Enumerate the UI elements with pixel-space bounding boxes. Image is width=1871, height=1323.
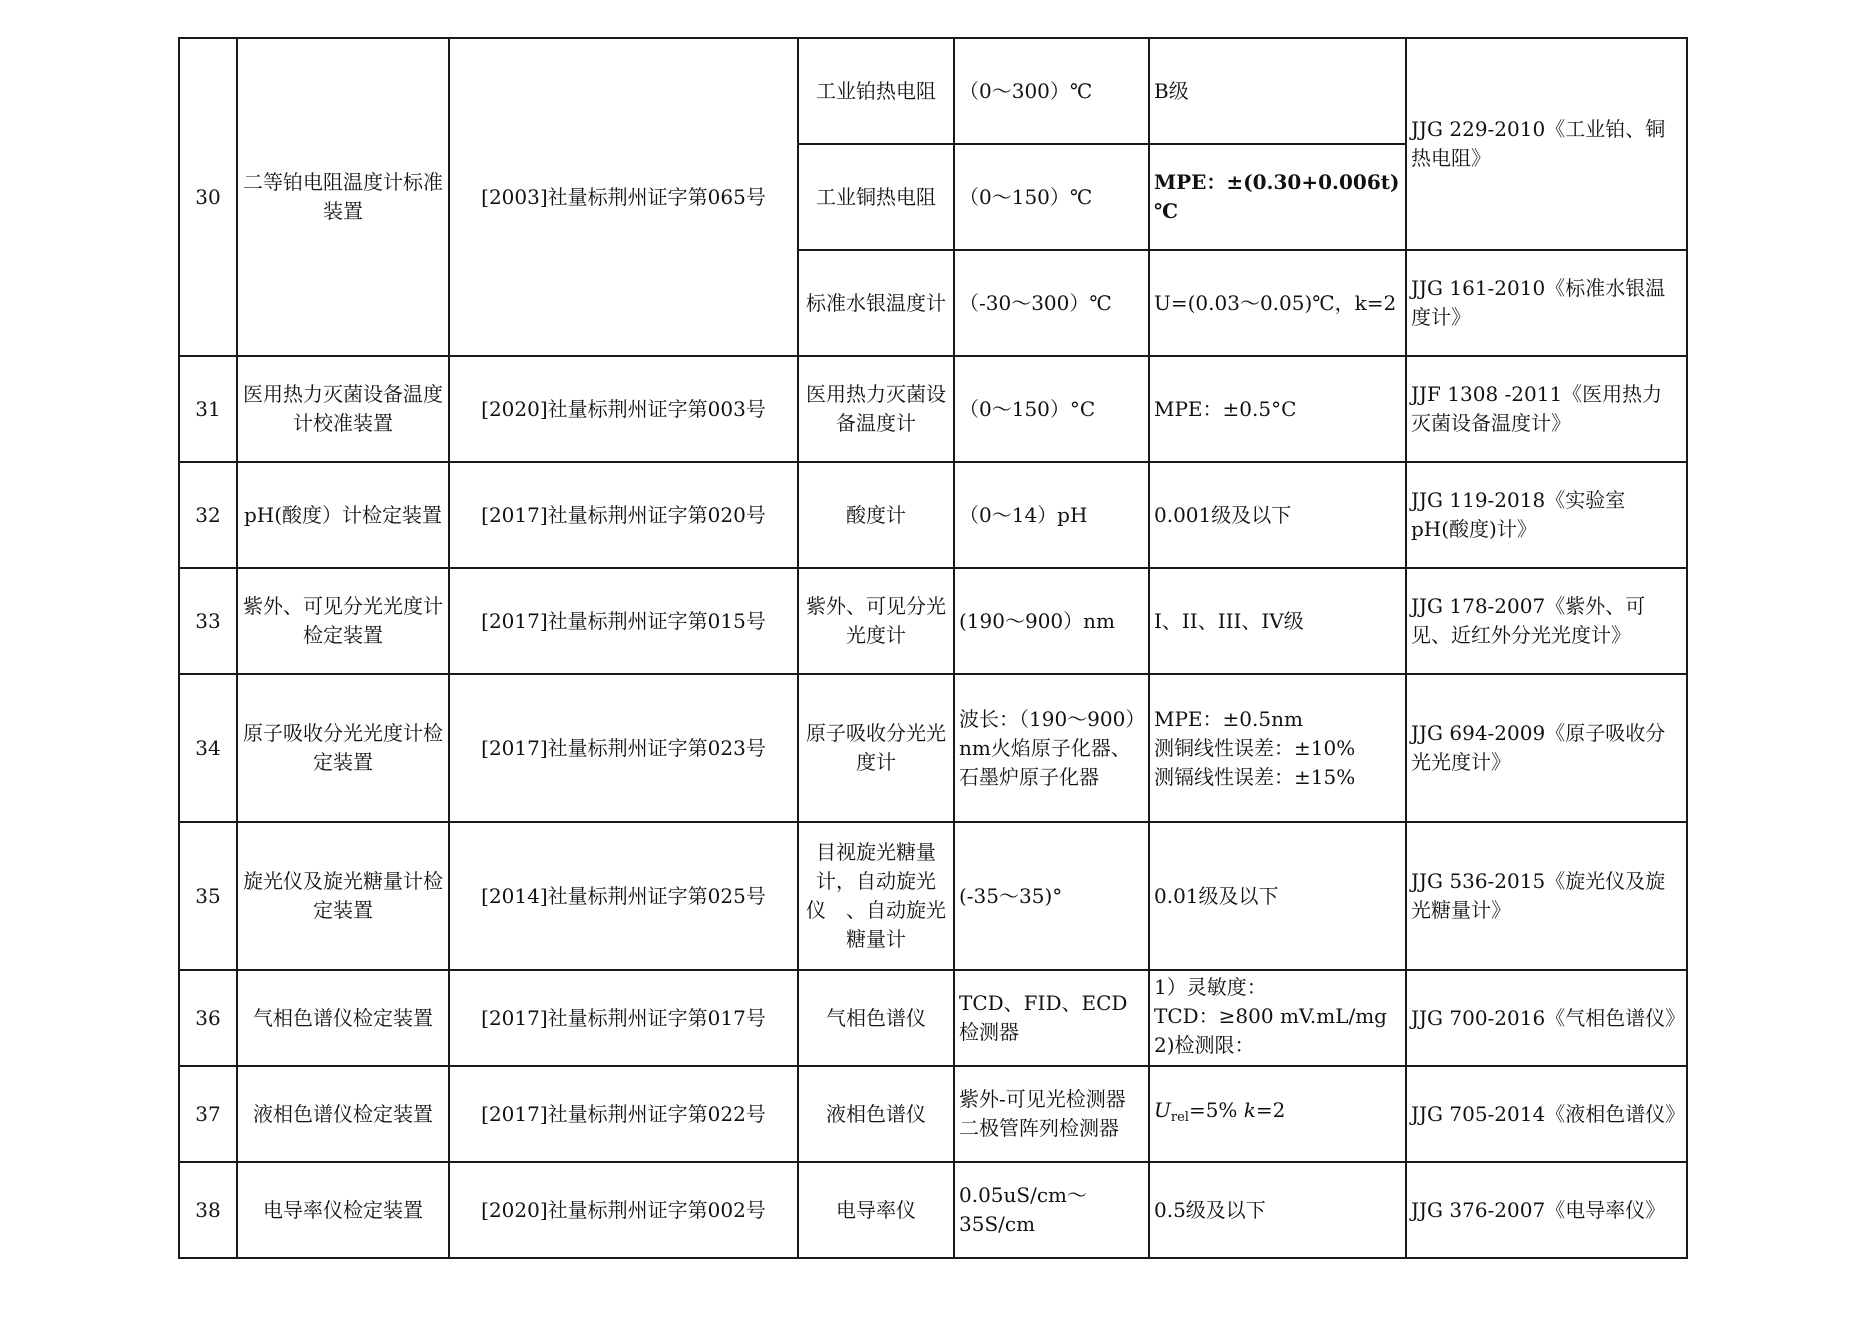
uncertainty-symbol: U (1154, 1098, 1171, 1122)
certificate-number: [2020]社量标荆州证字第003号 (449, 356, 798, 462)
accuracy-grade: 0.001级及以下 (1149, 462, 1406, 568)
device-name: 紫外、可见分光光度计检定装置 (237, 568, 449, 674)
range-line: 石墨炉原子化器 (959, 764, 1099, 789)
coverage-factor-value: =2 (1255, 1098, 1286, 1122)
certificate-number: [2020]社量标荆州证字第002号 (449, 1162, 798, 1258)
certificate-number: [2017]社量标荆州证字第020号 (449, 462, 798, 568)
standards-table (178, 37, 1688, 1259)
table-row (179, 674, 1687, 822)
accuracy-grade: B级 (1149, 38, 1406, 144)
device-name: pH(酸度）计检定装置 (237, 462, 449, 568)
regulation-name: JJG 161-2010《标准水银温度计》 (1406, 250, 1687, 356)
row-number: 38 (179, 1162, 237, 1258)
instrument-name: 气相色谱仪 (798, 970, 954, 1066)
certificate-number: [2017]社量标荆州证字第015号 (449, 568, 798, 674)
instrument-name: 工业铜热电阻 (798, 144, 954, 250)
instrument-name: 原子吸收分光光度计 (798, 674, 954, 822)
certificate-number: [2017]社量标荆州证字第023号 (449, 674, 798, 822)
range-line: 波长：（190～900）nm火焰原子化器、 (959, 706, 1136, 760)
accuracy-line: 测镉线性误差：±15% (1154, 764, 1356, 789)
accuracy-line: 2)检测限： (1154, 1033, 1255, 1057)
row-number: 36 (179, 970, 237, 1066)
regulation-name: JJG 376-2007《电导率仪》 (1406, 1162, 1687, 1258)
table-row (179, 1162, 1687, 1258)
regulation-name: JJF 1308 -2011《医用热力灭菌设备温度计》 (1406, 356, 1687, 462)
instrument-name: 医用热力灭菌设备温度计 (798, 356, 954, 462)
device-name: 电导率仪检定装置 (237, 1162, 449, 1258)
accuracy-grade: 0.5级及以下 (1149, 1162, 1406, 1258)
accuracy-grade: MPE：±(0.30+0.006t)℃ (1149, 144, 1406, 250)
instrument-name: 紫外、可见分光光度计 (798, 568, 954, 674)
row-number: 34 (179, 674, 237, 822)
accuracy-clip (1154, 973, 1401, 1060)
instrument-name: 标准水银温度计 (798, 250, 954, 356)
measurement-range: （0～300）℃ (954, 38, 1149, 144)
certificate-number: [2014]社量标荆州证字第025号 (449, 822, 798, 970)
measurement-range: （0～14）pH (954, 462, 1149, 568)
table-row (179, 822, 1687, 970)
instrument-name: 酸度计 (798, 462, 954, 568)
table-row (179, 970, 1687, 1066)
accuracy-line: 1）灵敏度： (1154, 975, 1267, 999)
table-row (179, 568, 1687, 674)
measurement-range: (-35～35)° (954, 822, 1149, 970)
measurement-range: （0～150）℃ (954, 144, 1149, 250)
regulation-name: JJG 119-2018《实验室pH(酸度)计》 (1406, 462, 1687, 568)
accuracy-grade (1149, 674, 1406, 822)
accuracy-line: TCD：≥800 mV.mL/mg (1154, 1004, 1387, 1028)
measurement-range: （0～150）°C (954, 356, 1149, 462)
instrument-name: 电导率仪 (798, 1162, 954, 1258)
regulation-name: JJG 178-2007《紫外、可见、近红外分光光度计》 (1406, 568, 1687, 674)
row-number: 35 (179, 822, 237, 970)
accuracy-line: MPE：±0.5nm (1154, 706, 1303, 731)
row-number: 30 (179, 38, 237, 356)
regulation-name: JJG 700-2016《气相色谱仪》 (1406, 970, 1687, 1066)
accuracy-grade: MPE：±0.5°C (1149, 356, 1406, 462)
measurement-range: （-30～300）℃ (954, 250, 1149, 356)
certificate-number: [2017]社量标荆州证字第022号 (449, 1066, 798, 1162)
instrument-name: 液相色谱仪 (798, 1066, 954, 1162)
device-name: 气相色谱仪检定装置 (237, 970, 449, 1066)
instrument-name: 工业铂热电阻 (798, 38, 954, 144)
table-row (179, 356, 1687, 462)
row-number: 31 (179, 356, 237, 462)
table-row (179, 1066, 1687, 1162)
table-row (179, 38, 1687, 144)
measurement-range: 0.05uS/cm～35S/cm (954, 1162, 1149, 1258)
measurement-range: TCD、FID、ECD检测器 (954, 970, 1149, 1066)
measurement-range: 紫外-可见光检测器二极管阵列检测器 (954, 1066, 1149, 1162)
certificate-number: [2003]社量标荆州证字第065号 (449, 38, 798, 356)
row-number: 33 (179, 568, 237, 674)
measurement-range (954, 674, 1149, 822)
device-name: 二等铂电阻温度计标准装置 (237, 38, 449, 356)
accuracy-grade: U=(0.03～0.05)℃，k=2 (1149, 250, 1406, 356)
accuracy-grade: 0.01级及以下 (1149, 822, 1406, 970)
regulation-name: JJG 229-2010《工业铂、铜热电阻》 (1406, 38, 1687, 250)
accuracy-grade (1149, 970, 1406, 1066)
instrument-name: 目视旋光糖量计，自动旋光仪 、自动旋光糖量计 (798, 822, 954, 970)
accuracy-grade: I、II、III、IV级 (1149, 568, 1406, 674)
device-name: 液相色谱仪检定装置 (237, 1066, 449, 1162)
table-row (179, 462, 1687, 568)
uncertainty-value: =5% (1188, 1098, 1244, 1122)
certificate-number: [2017]社量标荆州证字第017号 (449, 970, 798, 1066)
regulation-name: JJG 705-2014《液相色谱仪》 (1406, 1066, 1687, 1162)
device-name: 医用热力灭菌设备温度计校准装置 (237, 356, 449, 462)
measurement-range: (190～900）nm (954, 568, 1149, 674)
coverage-factor-symbol: k (1243, 1098, 1256, 1122)
device-name: 原子吸收分光光度计检定装置 (237, 674, 449, 822)
accuracy-line: 测铜线性误差：±10% (1154, 735, 1356, 760)
accuracy-grade (1149, 1066, 1406, 1162)
row-number: 32 (179, 462, 237, 568)
uncertainty-subscript: rel (1170, 1110, 1189, 1125)
regulation-name: JJG 694-2009《原子吸收分光光度计》 (1406, 674, 1687, 822)
row-number: 37 (179, 1066, 237, 1162)
device-name: 旋光仪及旋光糖量计检定装置 (237, 822, 449, 970)
regulation-name: JJG 536-2015《旋光仪及旋光糖量计》 (1406, 822, 1687, 970)
